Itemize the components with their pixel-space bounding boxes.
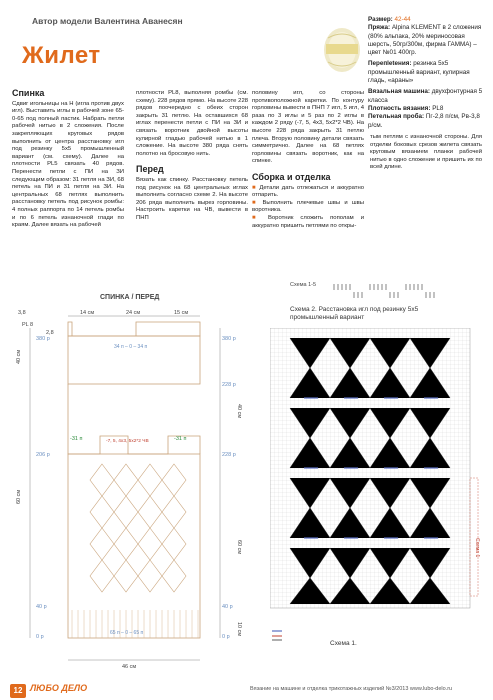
section-heading-back: Спинка (12, 88, 45, 98)
minus-31-left: -31 п (70, 436, 83, 442)
density-label: Плотность вязания: (368, 104, 431, 112)
dim-46cm: 46 см (122, 664, 137, 670)
yarn-skein-image (318, 20, 366, 76)
density-value: PL8 (432, 104, 444, 112)
back-text: Сдвиг игольницы на Н (игла против двух игл). Выставить иглы в рабочей зоне 65-0-65 под полный пастик. Набрать петли рабочей нитью в 2 сложения. После закрепляющих круговых рядов выполнить от центра расстановку игл под резинку 5х5 промышленный вариант (см. схему). Далее на плотности PL5 связать 40 рядов. Перенести петли с ПИ на ЗИ следующим образом: 31 петля на ЗИ, 68 петель на ПИ и 31 петля на ЗИ. На центральных 68 петлях выполнить расстановку петель под рисунок ромбы: 4 полных раппорта по 14 петель ромбы и по 6 петель изнаночной глади по краям. Далее вязать на рабочей (12, 100, 124, 229)
schema-legend: Схема 1-5 (290, 282, 317, 288)
rib-legend-chart (330, 282, 480, 300)
row-206: 206 р (36, 452, 50, 458)
row-380: 380 р (222, 336, 236, 342)
row-380-left: 380 р (36, 336, 50, 342)
machine-label: Вязальная машина: (368, 88, 430, 96)
dim-10cm-right: 10 см (236, 622, 242, 637)
row-228: 228 р (222, 382, 236, 388)
diagram-title: СПИНКА / ПЕРЕД (100, 294, 160, 301)
row-228-right: 228 р (222, 452, 236, 458)
schema1-caption: Схема 1. (330, 640, 357, 647)
size-label: Размер: (368, 16, 393, 23)
column-2 (136, 90, 248, 223)
assembly-bullet-1: ■ Детали дать отлежаться и аккуратно отпарить. (252, 184, 364, 199)
column-1 (12, 90, 124, 230)
column-4 (370, 134, 482, 172)
assembly-bullet-3: ■ Воротник сложить пополам и аккуратно пришить петлями по откры- (252, 214, 364, 229)
scale-3-8: 3,8 (18, 310, 26, 316)
page-title: Жилет (22, 42, 101, 69)
section-heading-assembly: Сборка и отделка (252, 171, 331, 182)
sample-value: Пг-2,8 п/см, Рв-3,8 р/см. (368, 113, 480, 129)
dim-40cm-right: 40 см (236, 404, 242, 419)
dim-40cm-left: 40 см (16, 349, 22, 364)
assembly-bullet-2: ■ Выполнить плечевые швы и швы воротника. (252, 199, 364, 214)
needles-label: Перепletения: (368, 60, 412, 68)
yarn-label: Пряжа: (368, 24, 391, 32)
front-text: Вязать как спинку. Расстановку петель под рисунок на 68 центральных иглах выполнить согласно схеме 2. На высоте 206 ряда выполнить вырез горловины. Настроить каретки на ЧВ, вывести в ПНП (136, 176, 248, 221)
specs-block (368, 16, 486, 130)
row-40: 40 р (36, 604, 47, 610)
knitting-chart-grid (270, 328, 482, 628)
footer-info: Вязание на машине и отделка трикотажных изделий №3/2013 www.lubo-delo.ru (250, 686, 453, 692)
chart-side-label: Схема 1 (474, 538, 480, 558)
column-3 (252, 90, 364, 230)
dim-15cm: 15 см (174, 310, 189, 316)
front-text-continued: половину игл, со стороны противоположной каретки. По контуру горловины вывести в ПНП 7 игл, 5 игл, 4 раза по 3 иглы и 5 раз по 2 иглы в каждом 2 ряду (-7, 5, 4х3, 5х2*2 ЧВ). На высоте 228 ряда закрыть 31 петлю плеча. Вторую половину детали связать симметрично. Далее на 68 петлях горловины связать воротник, как на спинке. (252, 90, 364, 165)
needles-value: резинка 5х5 промышленный вариант, кулирная гладь, «араны» (368, 60, 470, 85)
machine-value: двухфонтурная 5 класса (368, 88, 483, 104)
pattern-diagram (10, 304, 260, 680)
page-number: 12 (10, 684, 26, 698)
dim-60cm-right: 60 см (236, 540, 242, 555)
yarn-value: Alpina KLEMENT в 2 сложения (80% альпака, 20% мериносовая шерсть, 50гр/300м, фирма ГАММА) – цвет №01 400гр. (368, 24, 482, 57)
row-0-right: 0 р (222, 634, 230, 640)
stitch-bottom: 65 п – 0 – 65 п (110, 630, 144, 636)
author-line: Автор модели Валентина Аванесян (32, 16, 183, 26)
size-value: 42-44 (394, 16, 411, 23)
row-40-right: 40 р (222, 604, 233, 610)
stitch-top: 34 п – 0 – 34 п (114, 344, 148, 350)
minus-31-right: -31 п (174, 436, 187, 442)
neck-shaping: -7, 5, 4х3, 5х2*2 ЧВ (106, 439, 149, 444)
assembly-text-continued: тым петлям с изнаночной стороны. Для отделки боковых срезов жилета связать круговым вязанием планки рабочей нитью в одно сложение и пришить их по всей длине. (370, 134, 482, 171)
section-heading-front: Перед (136, 164, 164, 175)
row-0: 0 р (36, 634, 44, 640)
dim-60cm: 60 см (16, 489, 22, 504)
dim-24cm: 24 см (126, 310, 141, 316)
scale-2-8: 2,8 (46, 330, 54, 336)
schema2-caption: Схема 2. Расстановка игл под резинку 5х5 промышленный вариант (290, 306, 419, 321)
sample-label: Петельная проба: (368, 113, 425, 121)
magazine-logo: ЛЮБО ДЕЛО (30, 683, 88, 693)
back-text-continued: плотности PL8, выполняя ромбы (см. схему). 228 рядов прямо. На высоте 228 рядов поочередно с обеих сторон закрыть 31 петлю. На оставшихся 68 иглах перенести петли с ПИ на ЗИ и связать воротник двойной высоты кулирной гладью рабочей нитью в 1 сложение. На высоте 380 ряда снять полотно на бросовую нить. (136, 90, 248, 157)
dim-14cm: 14 см (80, 310, 95, 316)
chart-legend-icons (270, 628, 320, 642)
pl-label: PL 8 (22, 322, 34, 328)
